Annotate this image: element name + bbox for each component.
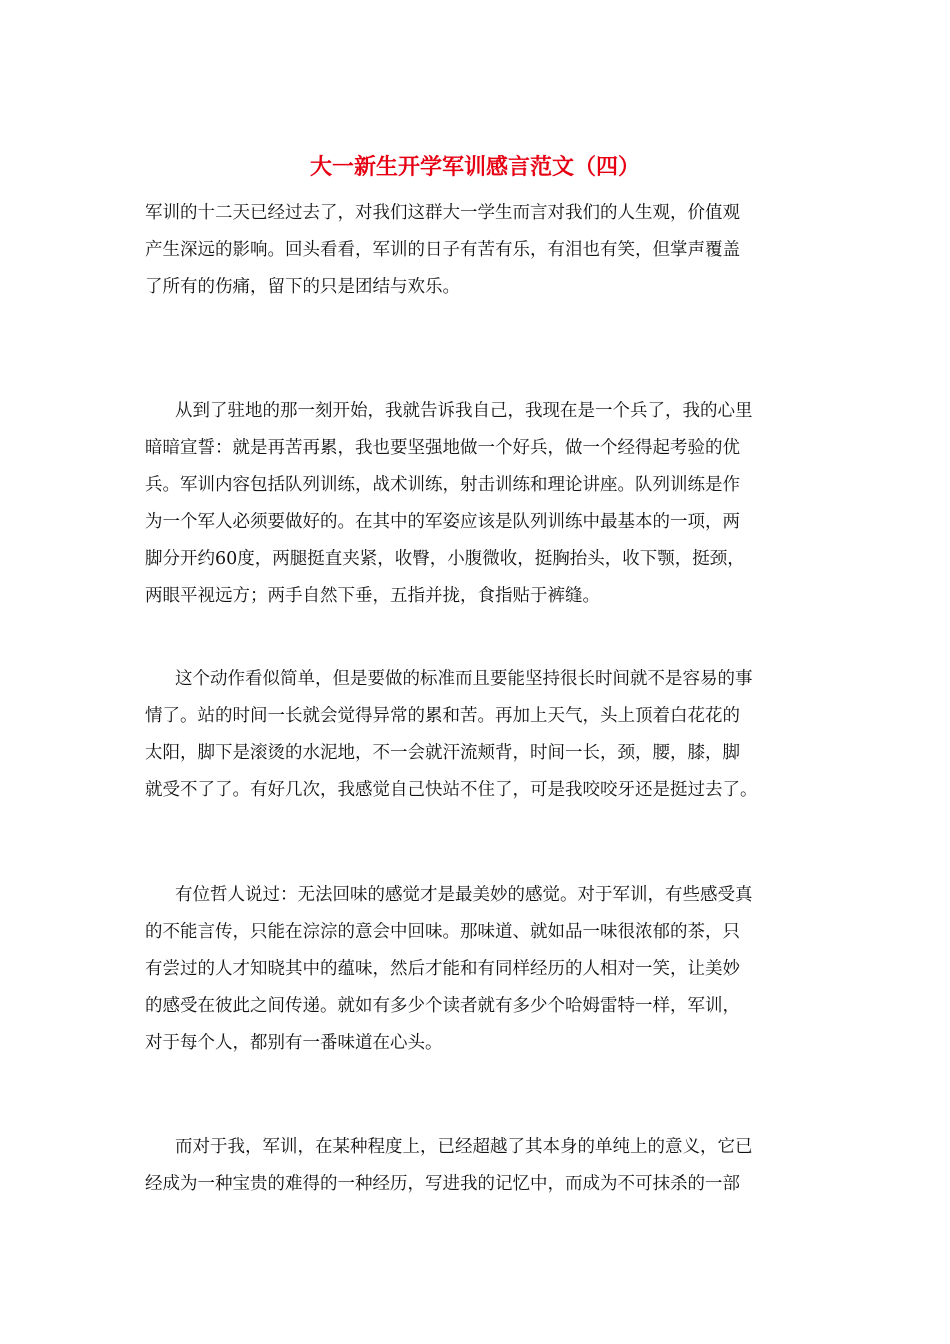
paragraph-line: 而对于我，军训，在某种程度上，已经超越了其本身的单纯上的意义，它已 xyxy=(175,1137,753,1157)
paragraph-line: 的感受在彼此之间传递。就如有多少个读者就有多少个哈姆雷特一样，军训， xyxy=(145,996,740,1016)
paragraph-line: 两眼平视远方；两手自然下垂，五指并拢，食指贴于裤缝。 xyxy=(145,586,600,606)
paragraph-line: 的不能言传，只能在淙淙的意会中回味。那味道、就如品一味很浓郁的茶，只 xyxy=(145,922,740,942)
paragraph-line: 情了。站的时间一长就会觉得异常的累和苦。再加上天气，头上顶着白花花的 xyxy=(145,706,740,726)
paragraph-line: 这个动作看似简单，但是要做的标准而且要能坚持很长时间就不是容易的事 xyxy=(175,669,753,689)
paragraph-1 xyxy=(145,195,815,306)
paragraph-line: 有位哲人说过：无法回味的感觉才是最美妙的感觉。对于军训，有些感受真 xyxy=(175,885,753,905)
paragraph-line: 有尝过的人才知晓其中的蕴味，然后才能和有同样经历的人相对一笑，让美妙 xyxy=(145,959,740,979)
paragraph-line: 军训的十二天已经过去了，对我们这群大一学生而言对我们的人生观，价值观 xyxy=(145,203,740,223)
paragraph-line: 为一个军人必须要做好的。在其中的军姿应该是队列训练中最基本的一项，两 xyxy=(145,512,740,532)
paragraph-line: 产生深远的影响。回头看看，军训的日子有苦有乐，有泪也有笑，但掌声覆盖 xyxy=(145,240,740,260)
paragraph-line: 经成为一种宝贵的难得的一种经历，写进我的记忆中，而成为不可抹杀的一部 xyxy=(145,1174,740,1194)
paragraph-line: 从到了驻地的那一刻开始，我就告诉我自己，我现在是一个兵了，我的心里 xyxy=(175,401,753,421)
paragraph-line: 就受不了了。有好几次，我感觉自己快站不住了，可是我咬咬牙还是挺过去了。 xyxy=(145,780,758,800)
paragraph-line: 暗暗宣誓：就是再苦再累，我也要坚强地做一个好兵，做一个经得起考验的优 xyxy=(145,438,740,458)
paragraph-line: 脚分开约60度，两腿挺直夹紧，收臀，小腹微收，挺胸抬头，收下颚，挺颈， xyxy=(145,549,745,569)
paragraph-line: 了所有的伤痛，留下的只是团结与欢乐。 xyxy=(145,277,460,297)
paragraph-4 xyxy=(145,877,815,1062)
paragraph-line: 兵。军训内容包括队列训练，战术训练，射击训练和理论讲座。队列训练是作 xyxy=(145,475,740,495)
paragraph-line: 对于每个人，都别有一番味道在心头。 xyxy=(145,1033,443,1053)
paragraph-2 xyxy=(145,393,815,615)
document-title: 大一新生开学军训感言范文（四） xyxy=(309,154,640,180)
paragraph-5 xyxy=(145,1129,815,1203)
paragraph-line: 太阳，脚下是滚烫的水泥地，不一会就汗流颊背，时间一长，颈，腰，膝，脚 xyxy=(145,743,740,763)
paragraph-3 xyxy=(145,661,815,809)
